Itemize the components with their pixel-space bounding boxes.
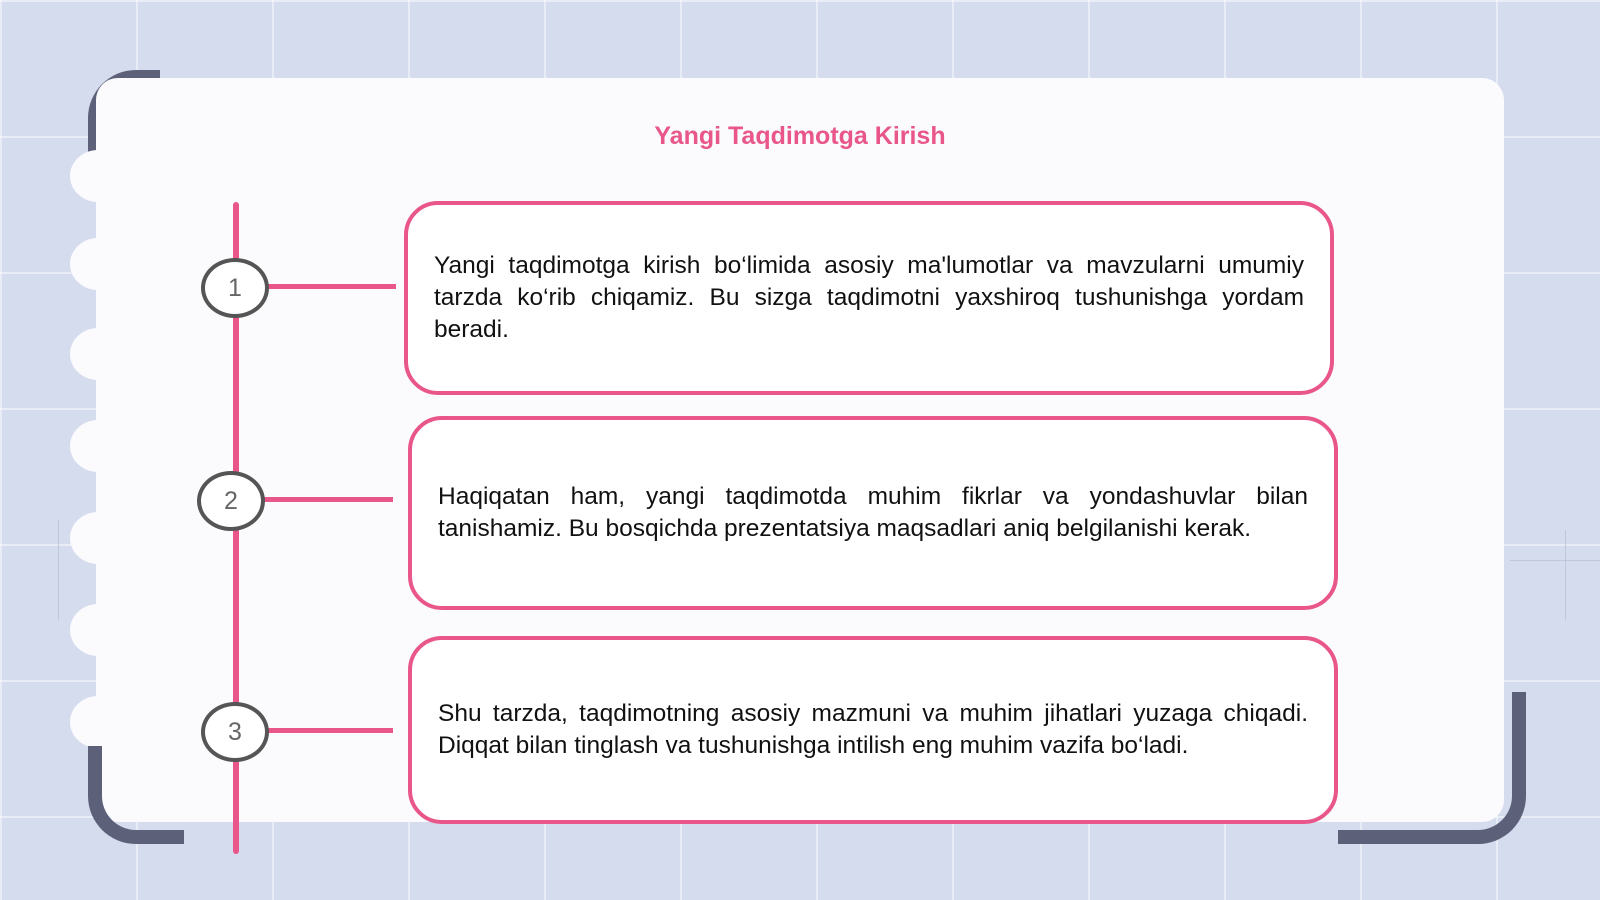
corner-bracket-bottom-right <box>1338 692 1526 844</box>
corner-bracket-bottom-left <box>88 746 184 844</box>
grid-line <box>1565 530 1566 620</box>
step-text: Shu tarzda, taqdimotning asosiy mazmuni va muhim jihatlari yuzaga chiqadi. Diqqat bilan tinglash va tushunishga intilish eng muhim vazifa bo‘ladi. <box>438 700 1308 759</box>
step-box <box>404 201 1334 395</box>
step-box <box>408 636 1338 824</box>
scallop-decoration <box>70 512 126 564</box>
step-number-circle: 3 <box>201 702 269 762</box>
grid-line <box>58 520 59 620</box>
step-number-circle: 2 <box>197 471 265 531</box>
scallop-decoration <box>70 150 126 202</box>
step-number-circle: 1 <box>201 258 269 318</box>
scallop-decoration <box>70 420 126 472</box>
slide-title: Yangi Taqdimotga Kirish <box>654 122 946 150</box>
step-text: Haqiqatan ham, yangi taqdimotda muhim fikrlar va yondashuvlar bilan tanishamiz. Bu bosqichda prezentatsiya maqsadlari aniq belgilanishi kerak. <box>438 483 1308 542</box>
scallop-decoration <box>70 328 126 380</box>
scallop-decoration <box>70 604 126 656</box>
scallop-decoration <box>70 238 126 290</box>
step-box <box>408 416 1338 610</box>
step-text: Yangi taqdimotga kirish bo‘limida asosiy ma'lumotlar va mavzularni umumiy tarzda ko‘rib chiqamiz. Bu sizga taqdimotni yaxshiroq tushunishga yordam beradi. <box>434 252 1304 343</box>
scallop-decoration <box>70 696 126 748</box>
grid-line <box>1510 560 1600 561</box>
